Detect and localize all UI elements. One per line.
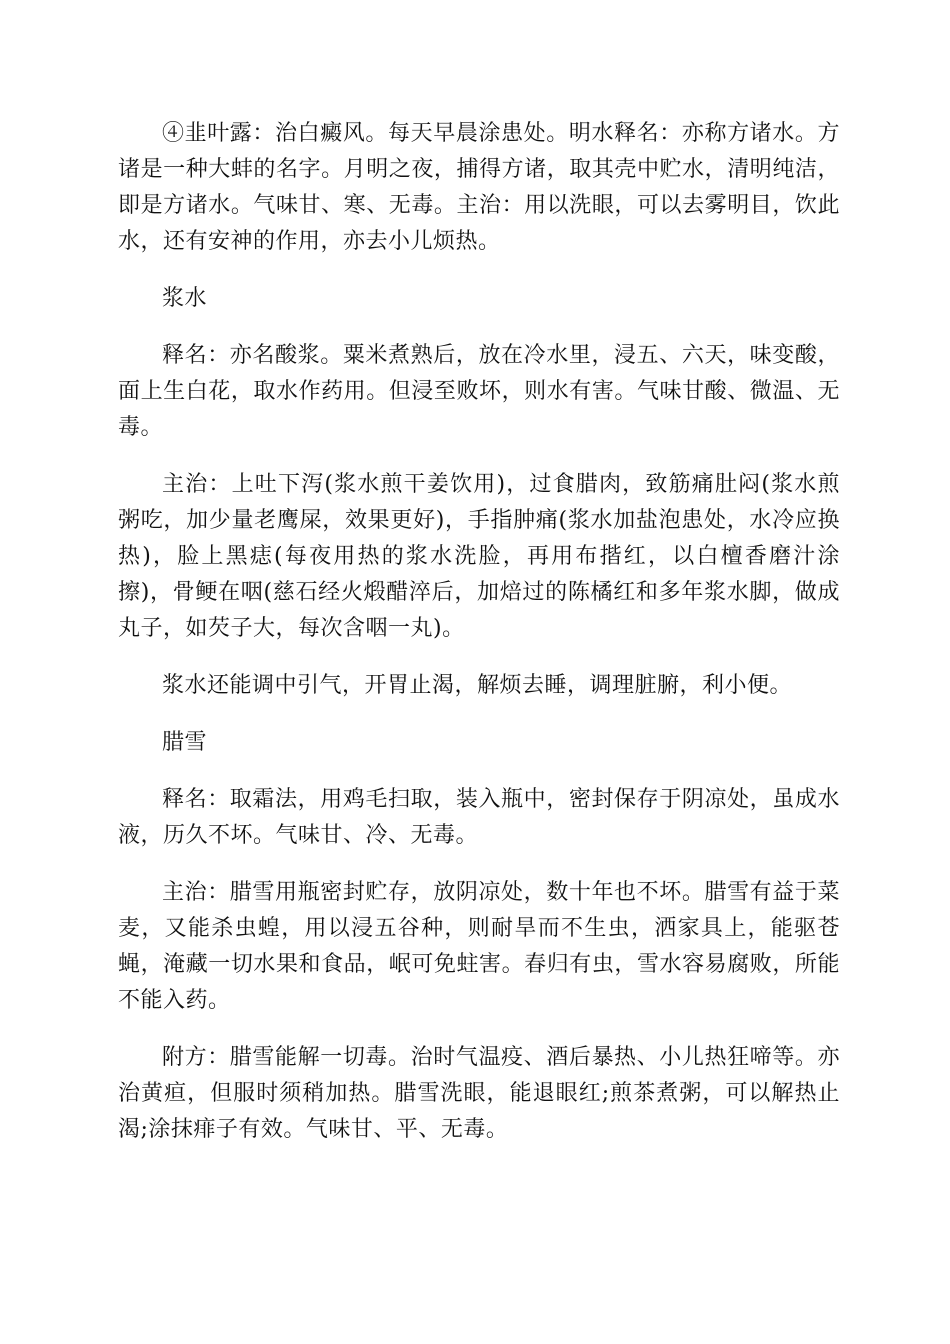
paragraph-la-xue-fufang: 附方：腊雪能解一切毒。治时气温疫、酒后暴热、小儿热狂啼等。亦治黄疸，但服时须稍加热。腊雪洗眼，能退眼红;煎茶煮粥，可以解热止渴;涂抹痱子有效。气味甘、平、无毒。 <box>118 1045 840 1142</box>
paragraph-jiang-shui-shiming: 释名：亦名酸浆。粟米煮熟后，放在冷水里，浸五、六天，味变酸，面上生白花，取水作药用。但浸至败坏，则水有害。气味甘酸、微温、无毒。 <box>118 343 840 440</box>
heading-la-xue: 腊雪 <box>162 730 208 755</box>
paragraph-jiang-shui-gongxiao: 浆水还能调中引气，开胃止渴，解烦去睡，调理脏腑，利小便。 <box>162 673 793 698</box>
paragraph-la-xue-shiming: 释名：取霜法，用鸡毛扫取，装入瓶中，密封保存于阴凉处，虽成水液，历久不坏。气味甘、冷、无毒。 <box>118 787 840 848</box>
paragraph-la-xue-zhuzhi: 主治：腊雪用瓶密封贮存，放阴凉处，数十年也不坏。腊雪有益于菜麦，又能杀虫蝗，用以浸五谷种，则耐旱而不生虫，洒家具上，能驱苍蝇，淹藏一切水果和食品，岷可免蛀害。春归有虫，雪水容易腐败，所能不能入药。 <box>118 880 840 1013</box>
paragraph-jiuye-lu: ④韭叶露：治白癜风。每天早晨涂患处。明水释名：亦称方诸水。方诸是一种大蚌的名字。月明之夜，捕得方诸，取其壳中贮水，清明纯洁，即是方诸水。气味甘、寒、无毒。主治：用以洗眼，可以去雾明目，饮此水，还有安神的作用，亦去小儿烦热。 <box>118 121 840 254</box>
heading-jiang-shui: 浆水 <box>162 286 208 311</box>
paragraph-jiang-shui-zhuzhi: 主治：上吐下泻(浆水煎干姜饮用)，过食腊肉，致筋痛肚闷(浆水煎粥吃，加少量老鹰屎，效果更好)，手指肿痛(浆水加盐泡患处，水冷应换热)，脸上黑痣(每夜用热的浆水洗脸，再用布揩红，以白檀香磨汁涂擦)，骨鲠在咽(慈石经火煅醋淬后，加焙过的陈橘红和多年浆水脚，做成丸子，如芡子大，每次含咽一丸)。 <box>118 472 840 641</box>
document-body <box>118 116 840 1169</box>
